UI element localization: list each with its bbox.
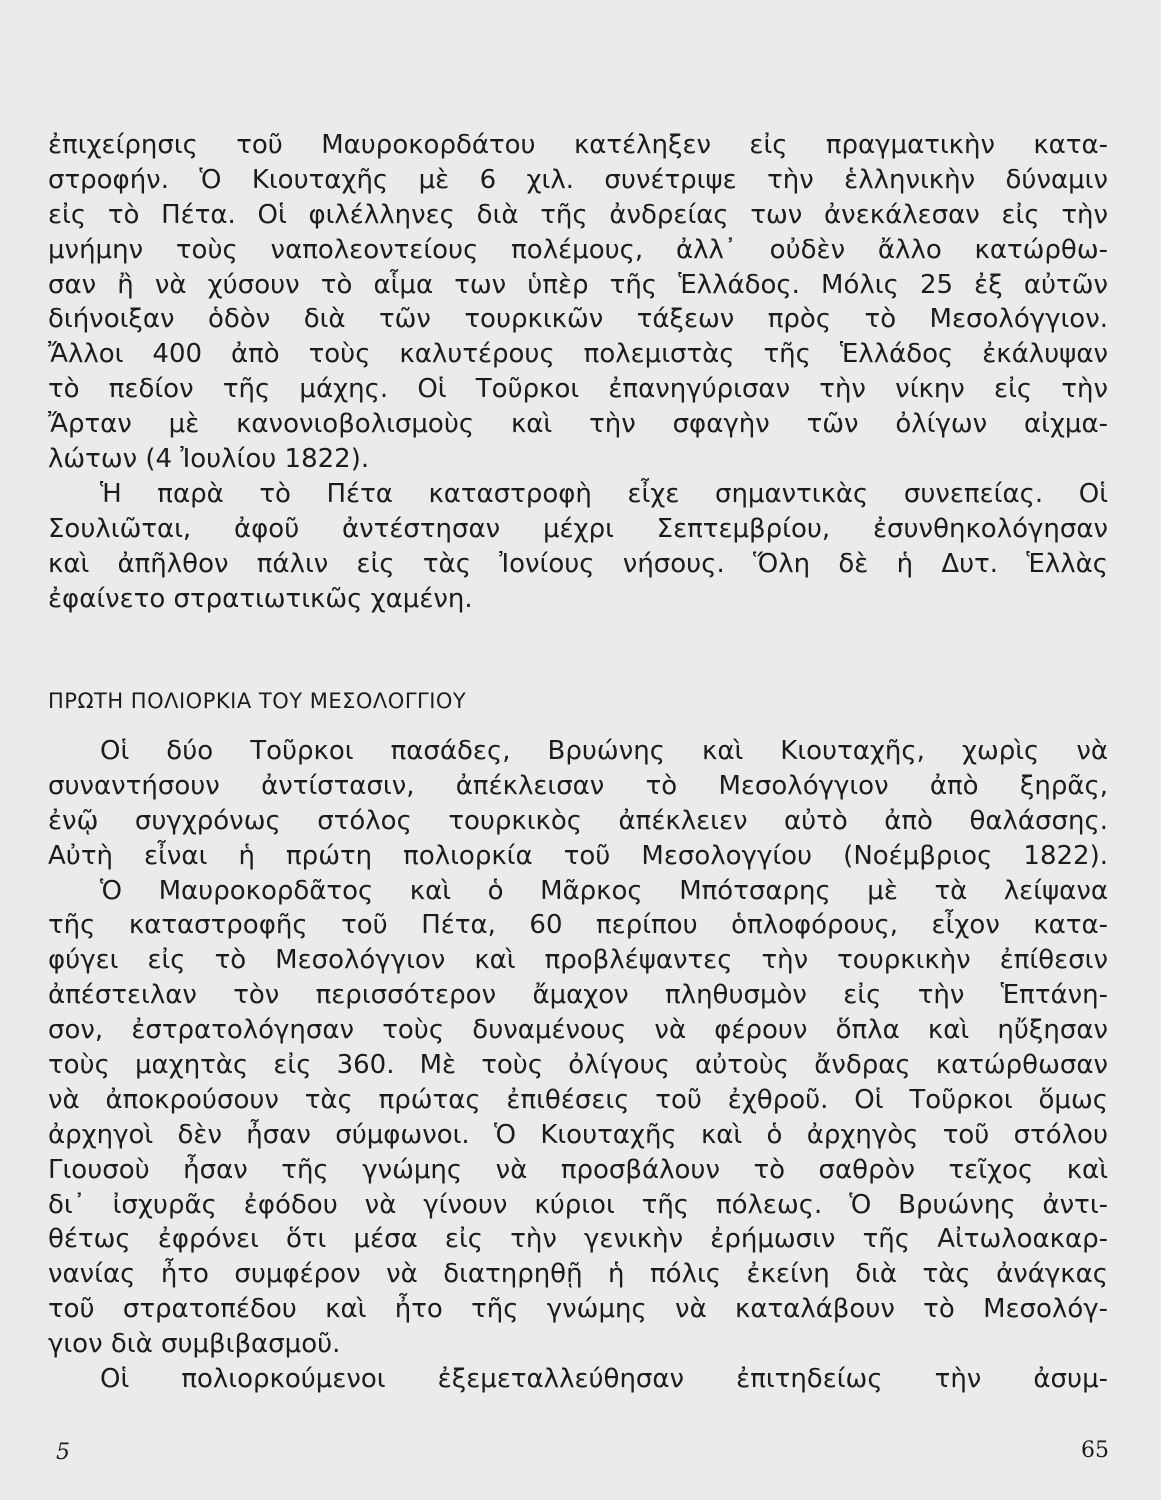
- text-line: ἀπέστειλαν τὸν περισσότερον ἄμαχον πληθυσμὸν εἰς τὴν Ἑπτάνη-: [48, 980, 1108, 1011]
- text-line: ἐπιχείρησις τοῦ Μαυροκορδάτου κατέληξεν εἰς πραγματικὴν κατα-: [48, 130, 1108, 160]
- text-line: Ἄρταν μὲ κανονιοβολισμοὺς καὶ τὴν σφαγὴν τῶν ὀλίγων αἰχμα-: [48, 409, 1108, 440]
- text-line: Οἱ πολιορκούμενοι ἐξεμεταλλεύθησαν ἐπιτηδείως τὴν ἀσυμ-: [100, 1364, 1108, 1395]
- text-line: σον, ἐστρατολόγησαν τοὺς δυναμένους νὰ φέρουν ὅπλα καὶ ηὔξησαν: [48, 1015, 1108, 1046]
- text-line: τοῦ στρατοπέδου καὶ ἦτο τῆς γνώμης νὰ καταλάβουν τὸ Μεσολόγ-: [48, 1294, 1108, 1325]
- signature-mark: 5: [56, 1440, 70, 1465]
- text-line: νὰ ἀποκρούσουν τὰς πρώτας ἐπιθέσεις τοῦ ἐχθροῦ. Οἱ Τοῦρκοι ὅμως: [48, 1084, 1108, 1115]
- text-line: καὶ ἀπῆλθον πάλιν εἰς τὰς Ἰονίους νήσους. Ὅλη δὲ ἡ Δυτ. Ἑλλὰς: [48, 548, 1108, 579]
- text-line: διήνοιξαν ὁδὸν διὰ τῶν τουρκικῶν τάξεων πρὸς τὸ Μεσολόγγιον.: [48, 304, 1108, 335]
- text-line: θέτως ἐφρόνει ὅτι μέσα εἰς τὴν γενικὴν ἐρήμωσιν τῆς Αἰτωλοακαρ-: [48, 1224, 1108, 1255]
- section-heading: ΠΡΩΤΗ ΠΟΛΙΟΡΚΙΑ ΤΟΥ ΜΕΣΟΛΟΓΓΙΟΥ: [48, 689, 467, 713]
- text-line: Σουλιῶται, ἀφοῦ ἀντέστησαν μέχρι Σεπτεμβρίου, ἐσυνθηκολόγησαν: [48, 513, 1108, 544]
- page-number: 65: [1081, 1438, 1109, 1463]
- text-line: δι᾽ ἰσχυρᾶς ἐφόδου νὰ γίνουν κύριοι τῆς πόλεως. Ὁ Βρυώνης ἀντι-: [48, 1189, 1108, 1220]
- text-line: γιον διὰ συμβιβασμοῦ.: [48, 1329, 341, 1360]
- text-line: νανίας ἦτο συμφέρον νὰ διατηρηθῇ ἡ πόλις ἐκείνη διὰ τὰς ἀνάγκας: [48, 1259, 1108, 1290]
- text-line: λώτων (4 Ἰουλίου 1822).: [48, 444, 370, 475]
- paragraph-first-siege: [48, 734, 1108, 1397]
- text-line: Ἡ παρὰ τὸ Πέτα καταστροφὴ εἶχε σημαντικὰς συνεπείας. Οἱ: [100, 478, 1108, 509]
- paragraph-peta-defeat: [48, 128, 1108, 616]
- text-line: τῆς καταστροφῆς τοῦ Πέτα, 60 περίπου ὁπλοφόρους, εἶχον κατα-: [48, 910, 1108, 941]
- text-line: συναντήσουν ἀντίστασιν, ἀπέκλεισαν τὸ Μεσολόγγιον ἀπὸ ξηρᾶς,: [48, 770, 1108, 801]
- text-line: ἐνῷ συγχρόνως στόλος τουρκικὸς ἀπέκλειεν αὐτὸ ἀπὸ θαλάσσης.: [48, 805, 1108, 836]
- text-line: ἐφαίνετο στρατιωτικῶς χαμένη.: [48, 583, 473, 614]
- text-line: μνήμην τοὺς ναπολεοντείους πολέμους, ἀλλ᾽ οὐδὲν ἄλλο κατώρθω-: [48, 234, 1108, 265]
- text-line: σαν ἢ νὰ χύσουν τὸ αἷμα των ὑπὲρ τῆς Ἑλλάδος. Μόλις 25 ἐξ αὐτῶν: [48, 269, 1108, 300]
- text-line: τὸ πεδίον τῆς μάχης. Οἱ Τοῦρκοι ἐπανηγύρισαν τὴν νίκην εἰς τὴν: [48, 374, 1108, 405]
- text-line: τοὺς μαχητὰς εἰς 360. Μὲ τοὺς ὀλίγους αὐτοὺς ἄνδρας κατώρθωσαν: [48, 1050, 1108, 1081]
- text-line: στροφήν. Ὁ Κιουταχῆς μὲ 6 χιλ. συνέτριψε τὴν ἑλληνικὴν δύναμιν: [48, 164, 1108, 195]
- text-line: ἀρχηγοὶ δὲν ἦσαν σύμφωνοι. Ὁ Κιουταχῆς καὶ ὁ ἀρχηγὸς τοῦ στόλου: [48, 1119, 1108, 1150]
- text-line: Ἄλλοι 400 ἀπὸ τοὺς καλυτέρους πολεμιστὰς τῆς Ἑλλάδος ἐκάλυψαν: [48, 339, 1108, 370]
- text-line: φύγει εἰς τὸ Μεσολόγγιον καὶ προβλέψαντες τὴν τουρκικὴν ἐπίθεσιν: [48, 945, 1108, 976]
- text-line: Αὐτὴ εἶναι ἡ πρώτη πολιορκία τοῦ Μεσολογγίου (Νοέμβριος 1822).: [48, 840, 1108, 871]
- text-line: εἰς τὸ Πέτα. Οἱ φιλέλληνες διὰ τῆς ἀνδρείας των ἀνεκάλεσαν εἰς τὴν: [48, 199, 1108, 230]
- text-line: Γιουσοὺ ἦσαν τῆς γνώμης νὰ προσβάλουν τὸ σαθρὸν τεῖχος καὶ: [48, 1154, 1108, 1185]
- text-line: Οἱ δύο Τοῦρκοι πασάδες, Βρυώνης καὶ Κιουταχῆς, χωρὶς νὰ: [100, 736, 1108, 766]
- text-line: Ὁ Μαυροκορδᾶτος καὶ ὁ Μᾶρκος Μπότσαρης μὲ τὰ λείψανα: [100, 875, 1108, 906]
